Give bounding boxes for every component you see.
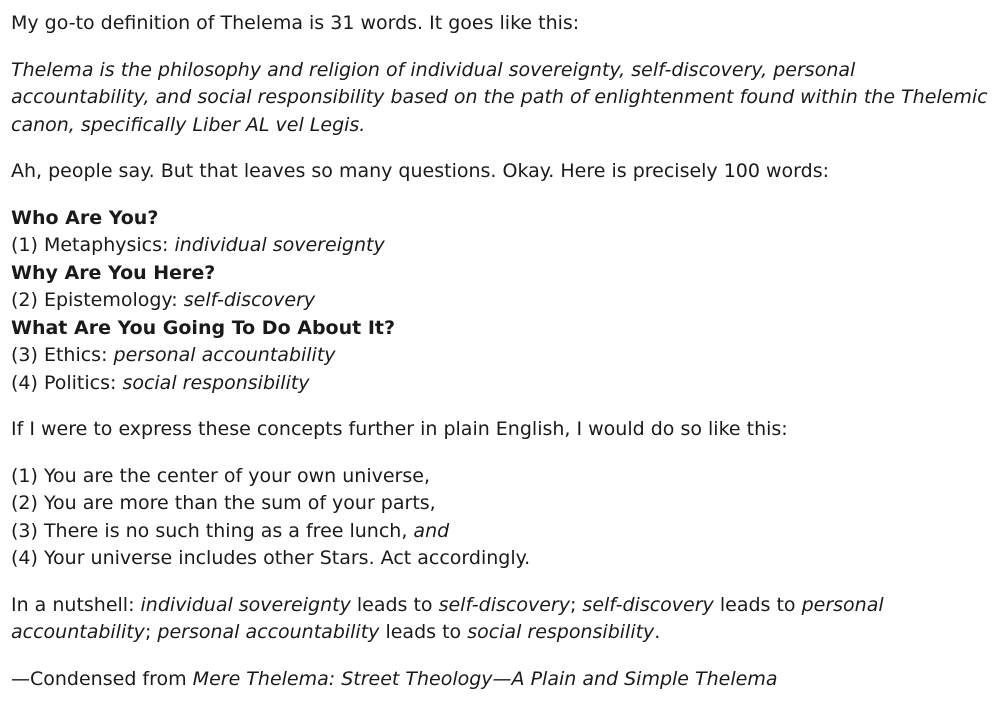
nutshell-emphasis: personal accountability <box>11 593 884 643</box>
list-item-metaphysics <box>11 232 989 260</box>
item-label: (4) Politics: <box>11 371 123 394</box>
nutshell-emphasis: self-discovery <box>582 593 714 616</box>
question-why: Why Are You Here? <box>11 261 216 284</box>
nutshell-paragraph <box>11 592 989 647</box>
plain-line-1: (1) You are the center of your own universe, <box>11 464 430 487</box>
item-value: social responsibility <box>122 371 310 394</box>
list-item-ethics <box>11 342 989 370</box>
nutshell-text: . <box>654 621 661 643</box>
source-prefix: —Condensed from <box>11 667 193 690</box>
item-value: self-discovery <box>183 289 316 311</box>
plain-line-3 <box>11 518 989 546</box>
plain-english-list <box>11 463 989 573</box>
source-attribution <box>11 666 989 694</box>
item-label: (3) Ethics: <box>11 344 114 366</box>
transition-paragraph: Ah, people say. But that leaves so many questions. Okay. Here is precisely 100 words: <box>11 160 830 182</box>
nutshell-text: leads to <box>713 593 802 616</box>
nutshell-text: In a nutshell: <box>11 593 141 616</box>
item-value: personal accountability <box>113 344 336 366</box>
nutshell-text: ; <box>569 593 583 616</box>
hundred-words-block <box>11 205 989 398</box>
plain-line-4: (4) Your universe includes other Stars. Act accordingly. <box>11 547 531 569</box>
list-item-politics <box>11 370 989 398</box>
list-item-epistemology <box>11 287 989 315</box>
nutshell-text: leads to <box>379 621 468 643</box>
nutshell-emphasis: social responsibility <box>467 621 655 643</box>
definition-text: Thelema is the philosophy and religion of individual sovereignty, self-discovery, personal accountability, and social responsibility based on the path of enlightenment found within the Thelemic canon, specifically Liber AL vel Legis. <box>11 58 988 136</box>
plain-line-3-emphasis: and <box>413 519 450 542</box>
question-who: Who Are You? <box>11 206 159 229</box>
intro-paragraph: My go-to definition of Thelema is 31 words. It goes like this: <box>11 12 580 34</box>
nutshell-emphasis: individual sovereignty <box>140 593 351 616</box>
nutshell-emphasis: self-discovery <box>438 593 570 616</box>
nutshell-emphasis: personal accountability <box>157 621 380 643</box>
plain-english-intro: If I were to express these concepts further in plain English, I would do so like this: <box>11 418 788 440</box>
plain-line-2: (2) You are more than the sum of your parts, <box>11 492 436 514</box>
question-what: What Are You Going To Do About It? <box>11 316 395 339</box>
item-value: individual sovereignty <box>174 234 385 256</box>
nutshell-text: ; <box>144 621 158 643</box>
source-title: Mere Thelema: Street Theology—A Plain and Simple Thelema <box>192 667 778 690</box>
item-label: (1) Metaphysics: <box>11 234 175 256</box>
item-label: (2) Epistemology: <box>11 289 184 311</box>
plain-line-3-text: (3) There is no such thing as a free lunch, <box>11 519 414 542</box>
definition-paragraph <box>11 57 989 140</box>
nutshell-text: leads to <box>350 593 439 616</box>
